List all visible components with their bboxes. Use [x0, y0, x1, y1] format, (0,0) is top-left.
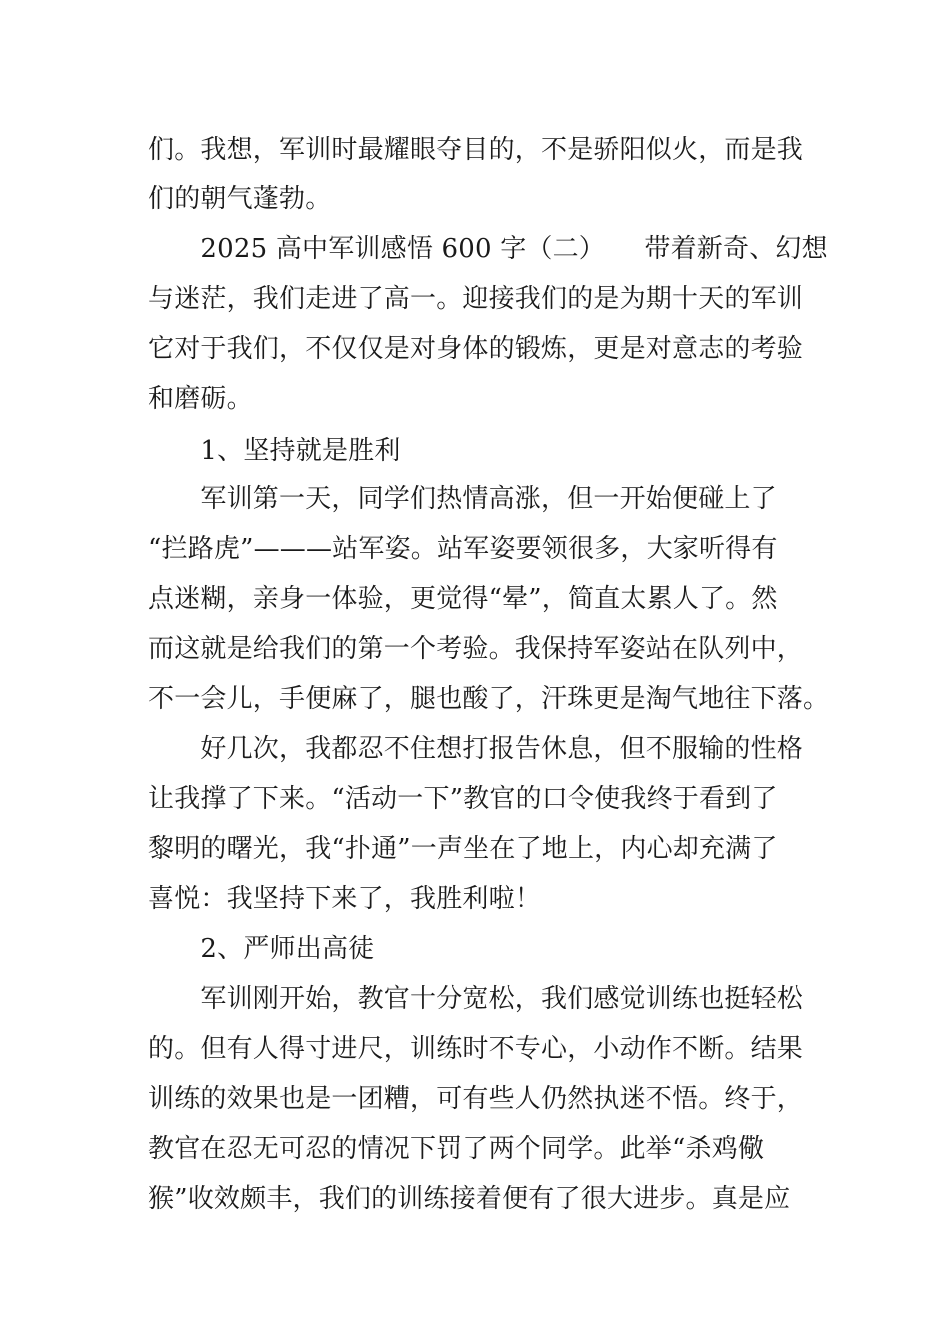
- text-line: 们。我想，军训时最耀眼夺目的，不是骄阳似火，而是我: [148, 135, 804, 165]
- text-line: 喜悦：我坚持下来了，我胜利啦！: [148, 884, 542, 914]
- text-line: 教官在忍无可忍的情况下罚了两个同学。此举“杀鸡儆: [148, 1134, 765, 1164]
- subheading: 1、坚持就是胜利: [148, 436, 401, 466]
- text-line: 军训第一天，同学们热情高涨，但一开始便碰上了: [148, 484, 777, 514]
- text-line: 军训刚开始，教官十分宽松，我们感觉训练也挺轻松: [148, 984, 804, 1014]
- text-line: 点迷糊，亲身一体验，更觉得“晕”，简直太累人了。然: [148, 584, 778, 614]
- text-line: 让我撑了下来。“活动一下”教官的口令使我终于看到了: [148, 784, 778, 814]
- text-line: 黎明的曙光，我“扑通”一声坐在了地上，内心却充满了: [148, 834, 778, 864]
- text-line: 好几次，我都忍不住想打报告休息，但不服输的性格: [148, 734, 804, 764]
- text-line: 们的朝气蓬勃。: [148, 184, 332, 214]
- text-line: 训练的效果也是一团糟，可有些人仍然执迷不悟。终于，: [148, 1084, 804, 1114]
- text-line: 而这就是给我们的第一个考验。我保持军姿站在队列中，: [148, 634, 804, 664]
- text-line: 不一会儿，手便麻了，腿也酸了，汗珠更是淘气地往下落。: [148, 684, 830, 714]
- text-line: 的。但有人得寸进尺，训练时不专心，小动作不断。结果: [148, 1034, 804, 1064]
- text-line: 它对于我们，不仅仅是对身体的锻炼，更是对意志的考验: [148, 334, 804, 364]
- text-line: 与迷茫，我们走进了高一。迎接我们的是为期十天的军训: [148, 284, 804, 314]
- subheading: 2、严师出高徒: [148, 934, 375, 964]
- section-heading: 2025 高中军训感悟 600 字（二） 带着新奇、幻想: [148, 234, 828, 264]
- text-line: 猴”收效颇丰，我们的训练接着便有了很大进步。真是应: [148, 1184, 791, 1214]
- text-line: 和磨砺。: [148, 384, 253, 414]
- text-line: “拦路虎”———站军姿。站军姿要领很多，大家听得有: [148, 534, 778, 564]
